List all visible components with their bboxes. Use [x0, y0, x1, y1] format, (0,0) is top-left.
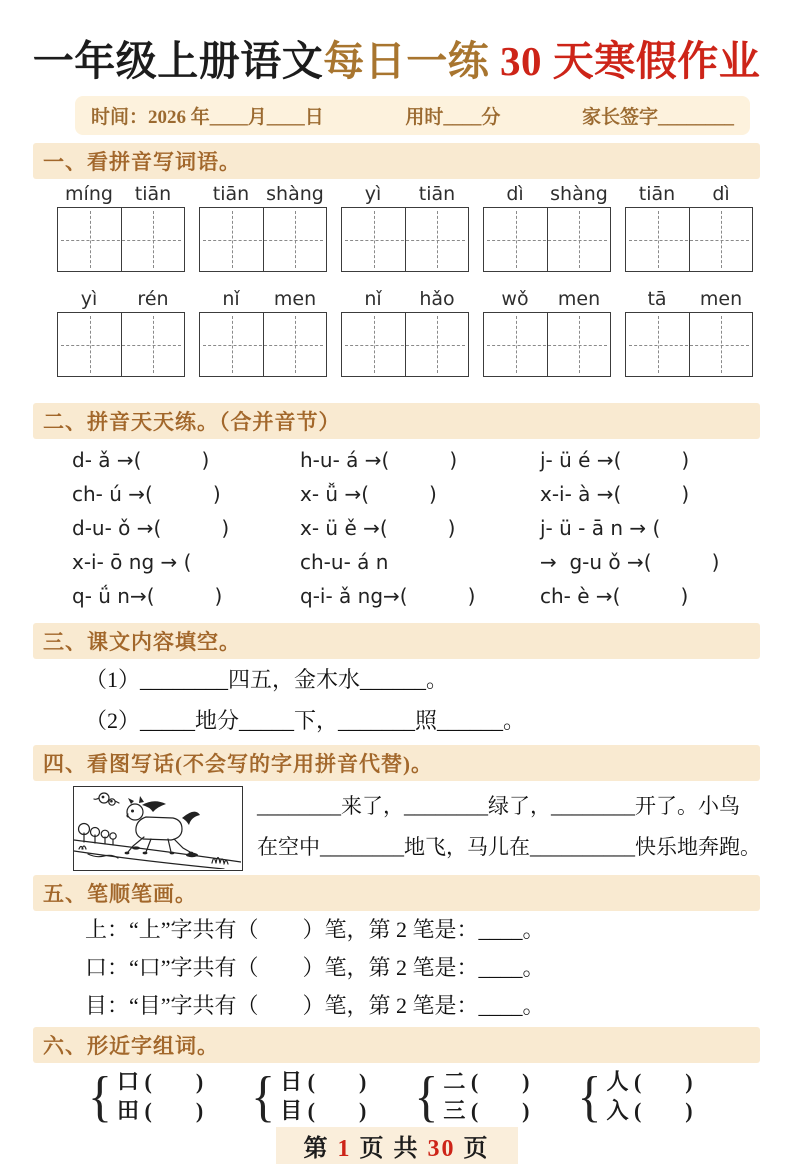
brace-icon: {: [251, 1064, 276, 1128]
fill-blank-line: ________来了，________绿了，________开了。小鸟: [257, 794, 740, 818]
lookalike-char-blank: 目 ( ): [280, 1098, 367, 1123]
syllable-merge-item: x-i- ō ng → (: [72, 550, 192, 574]
lookalike-pair: [414, 1064, 530, 1128]
text-fill-lines: [0, 659, 793, 741]
writing-grid-box: [341, 312, 469, 377]
page-title: 一年级上册语文每日一练 30 天寒假作业: [32, 38, 761, 84]
syllable-merge-item: x- ü ě →( ): [300, 516, 456, 540]
section-5-heading: 五、笔顺笔画。: [33, 875, 760, 911]
writing-grid-box: [625, 207, 753, 272]
syllable-merge-item: q- ǘ n→( ): [72, 584, 223, 608]
tree-icon: [79, 824, 117, 850]
picture-writing-lines: [257, 786, 761, 868]
page-footer: [0, 1127, 793, 1164]
syllable-merge-item: ch- è →( ): [540, 584, 689, 608]
pinyin-word-label: míng tiān: [65, 183, 172, 205]
horse-icon: [125, 796, 200, 854]
syllable-merge-item: ch- ú →( ): [72, 482, 221, 506]
merge-rows: [72, 443, 793, 613]
syllable-merge-item: x- ǚ →( ): [300, 482, 437, 506]
syllable-merge-item: d-u- ǒ →( ): [72, 516, 230, 540]
pinyin-word-label: tiān shàng: [212, 183, 324, 205]
syllable-merge-item: q-i- ǎ ng→( ): [300, 584, 476, 608]
writing-grid-box: [199, 207, 327, 272]
writing-grid-box: [483, 312, 611, 377]
lookalike-pair: [88, 1064, 204, 1128]
brace-icon: {: [414, 1064, 439, 1128]
stroke-order-lines: [0, 911, 793, 1025]
syllable-merge-row: [72, 511, 793, 545]
lookalike-pair: [577, 1064, 693, 1128]
syllable-merge-item: x-i- à →( ): [540, 482, 690, 506]
syllable-merge-row: [72, 443, 793, 477]
lookalike-char-blank: 日 ( ): [280, 1069, 367, 1094]
worksheet-page: [0, 36, 793, 1162]
picture-frame: [73, 786, 243, 871]
writing-grid-box: [483, 207, 611, 272]
duration-field: 用时____分: [405, 107, 501, 128]
syllable-merge-item: d- ǎ →( ): [72, 448, 210, 472]
pinyin-word-label: dì shàng: [506, 183, 608, 205]
syllable-merge-row: [72, 545, 793, 579]
brace-icon: {: [577, 1064, 602, 1128]
fill-blank-line: （2）_____地分_____下，_______照______。: [85, 708, 526, 733]
writing-grid-box: [341, 207, 469, 272]
lookalike-char-blank: 入 ( ): [606, 1098, 693, 1123]
pinyin-labels-row2: [57, 288, 793, 310]
syllable-merge-item: → g-u ǒ →( ): [540, 550, 720, 574]
lookalike-groups: [88, 1064, 793, 1128]
page-number: 第 1 页 共 30 页: [276, 1127, 518, 1164]
signature-field: 家长签字________: [581, 107, 734, 128]
lookalike-char-blank: 二 ( ): [443, 1069, 530, 1094]
pinyin-word-label: nǐ men: [222, 288, 317, 310]
fill-blank-line: 口：“口”字共有（ ）笔，第 2 笔是：____。: [85, 955, 545, 980]
meta-band: [75, 96, 750, 135]
section-1-heading: 一、看拼音写词语。: [33, 143, 760, 179]
time-field: 时间：2026 年____月____日: [91, 107, 324, 128]
syllable-merge-row: [72, 477, 793, 511]
bird-icon: [94, 793, 119, 805]
pinyin-word-label: wǒ men: [501, 288, 601, 310]
syllable-merge-item: j- ü é →( ): [540, 448, 690, 472]
lookalike-char-blank: 口 ( ): [117, 1069, 204, 1094]
section-6-heading: 六、形近字组词。: [33, 1027, 760, 1063]
fill-blank-line: 目：“目”字共有（ ）笔，第 2 笔是：____。: [85, 993, 545, 1018]
section-3-heading: 三、课文内容填空。: [33, 623, 760, 659]
syllable-merge-row: [72, 579, 793, 613]
writing-boxes-row1: [57, 207, 793, 272]
pinyin-word-label: nǐ hǎo: [364, 288, 455, 310]
fill-blank-line: 在空中________地飞，马儿在__________快乐地奔跑。: [257, 835, 761, 859]
lookalike-char-blank: 田 ( ): [117, 1098, 204, 1123]
brace-icon: {: [88, 1064, 112, 1128]
syllable-merge-item: h-u- á →( ): [300, 448, 458, 472]
section-4-heading: 四、看图写话(不会写的字用拼音代替)。: [33, 745, 760, 781]
galloping-horse-illustration: [74, 787, 241, 869]
writing-grid-box: [57, 312, 185, 377]
writing-grid-box: [199, 312, 327, 377]
picture-writing-block: [73, 786, 793, 871]
fill-blank-line: 上：“上”字共有（ ）笔，第 2 笔是：____。: [85, 917, 545, 942]
section-2-heading: 二、拼音天天练。（合并音节）: [33, 403, 760, 439]
writing-grid-box: [625, 312, 753, 377]
ground-path: [74, 840, 241, 869]
pinyin-word-label: tiān dì: [638, 183, 730, 205]
pinyin-labels-row1: [57, 183, 793, 205]
writing-grid-box: [57, 207, 185, 272]
lookalike-pair: [251, 1064, 367, 1128]
pinyin-word-label: yì tiān: [364, 183, 456, 205]
pinyin-word-label: tā men: [647, 288, 743, 310]
syllable-merge-item: j- ü - ā n → (: [540, 516, 661, 540]
lookalike-char-blank: 人 ( ): [606, 1069, 693, 1094]
pinyin-word-label: yì rén: [80, 288, 169, 310]
writing-boxes-row2: [57, 312, 793, 377]
fill-blank-line: （1）________四五，金木水______。: [85, 667, 449, 692]
lookalike-char-blank: 三 ( ): [443, 1098, 530, 1123]
syllable-merge-item: ch-u- á n: [300, 550, 389, 574]
